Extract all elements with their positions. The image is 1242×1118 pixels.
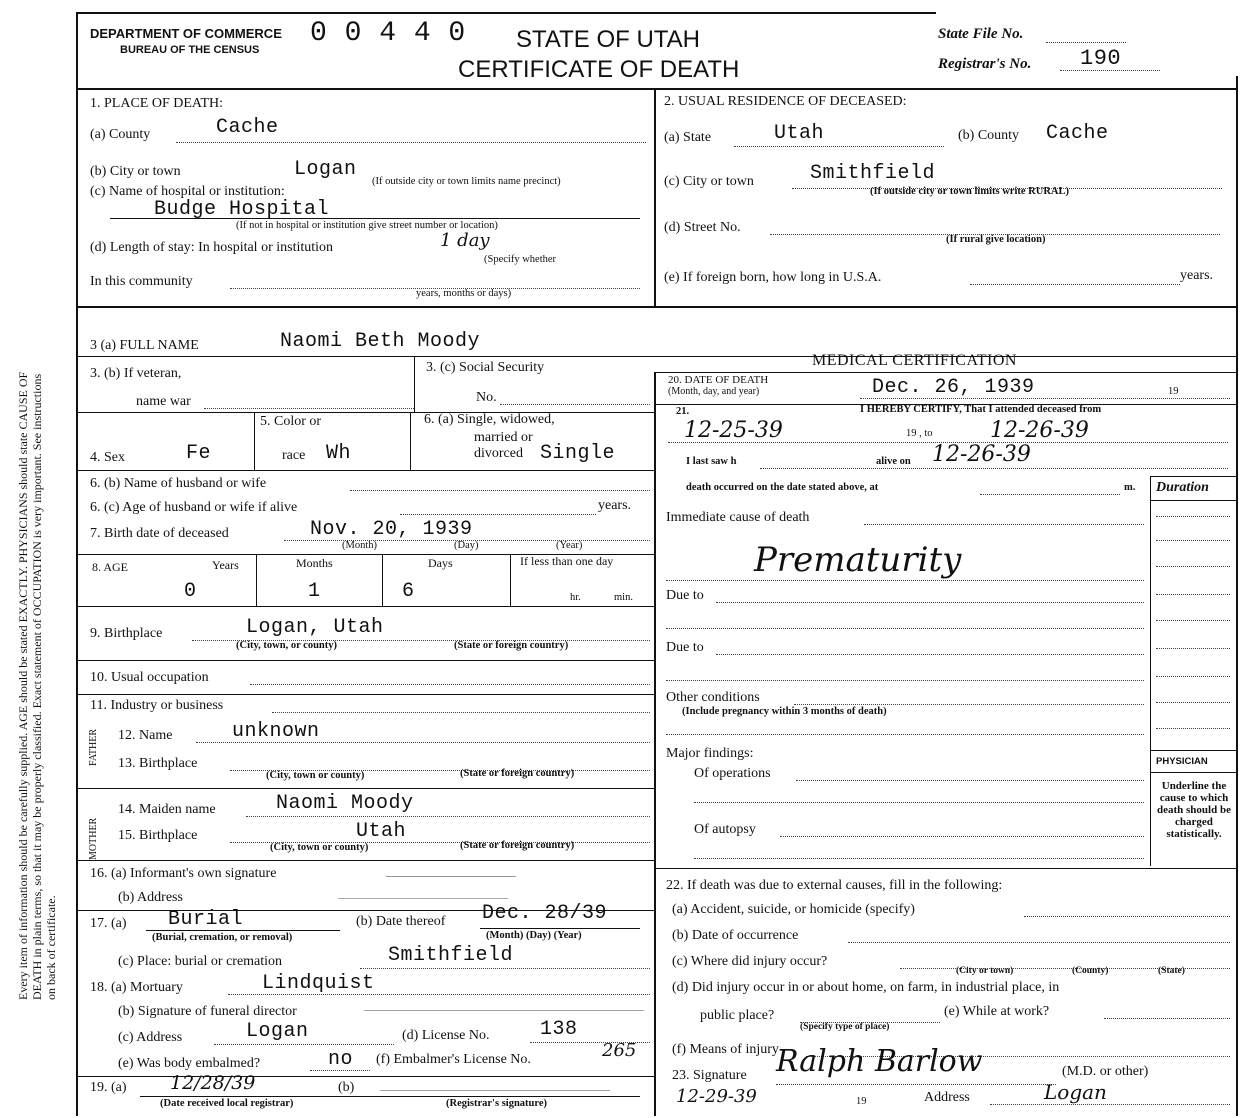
res-city-label: (c) City or town	[664, 174, 754, 189]
burial-date-value: Dec. 28/39	[482, 902, 608, 925]
funeral-director-signature	[364, 986, 648, 1011]
birth-date-label: 7. Birth date of deceased	[90, 526, 229, 541]
res-city-note: (If outside city or town limits write RURAL)	[870, 186, 1069, 197]
husband-years: years.	[598, 498, 632, 513]
mother-maiden-value: Naomi Moody	[276, 792, 414, 815]
mortuary-addr-value: Logan	[246, 1020, 309, 1043]
res-city-value: Smithfield	[810, 162, 936, 185]
registrar-date-note: (Date received local registrar)	[160, 1098, 294, 1109]
other-conditions-label: Other conditions	[666, 690, 760, 705]
res-street-note: (If rural give location)	[946, 234, 1046, 245]
age-months-label: Months	[296, 556, 333, 570]
sex-label: 4. Sex	[90, 450, 125, 465]
frame-top	[76, 12, 936, 14]
mother-side-label: MOTHER	[88, 817, 99, 860]
death-occurred-text: death occurred on the date stated above, at	[686, 482, 879, 493]
external-e: (e) While at work?	[944, 1004, 1050, 1019]
birth-month: (Month)	[342, 540, 377, 551]
burial-place-value: Smithfield	[388, 944, 514, 967]
major-findings-label: Major findings:	[666, 746, 754, 761]
sex-value: Fe	[186, 442, 212, 465]
birthplace-city-note: (City, town, or county)	[236, 640, 338, 651]
mother-maiden-label: 14. Maiden name	[118, 802, 216, 817]
signature-address-value: Logan	[1044, 1080, 1107, 1104]
res-state-label: (a) State	[664, 130, 712, 145]
veteran-label: 3. (b) If veteran,	[90, 366, 182, 381]
marital-value: Single	[540, 442, 616, 465]
residence-heading: 2. USUAL RESIDENCE OF DECEASED:	[664, 94, 907, 109]
registrar-label: 19. (a)	[90, 1080, 127, 1095]
birthplace-label: 9. Birthplace	[90, 626, 163, 641]
age-hr: hr.	[570, 592, 581, 603]
full-name-value: Naomi Beth Moody	[280, 330, 481, 353]
birthplace-state-note: (State or foreign country)	[454, 640, 569, 651]
bureau-text: BUREAU OF THE CENSUS	[120, 44, 260, 56]
ss-no-label: No.	[476, 390, 497, 405]
hospital-note2: (If not in hospital or institution give street number or location)	[236, 220, 498, 231]
age-lt-day: If less than one day	[520, 554, 614, 568]
father-bp-label: 13. Birthplace	[118, 756, 198, 771]
md-other-label: (M.D. or other)	[1062, 1064, 1149, 1079]
age-months-value: 1	[308, 580, 321, 603]
immediate-cause-label: Immediate cause of death	[666, 510, 810, 525]
stay-value: 1 day	[440, 230, 490, 251]
frame-left	[76, 12, 78, 1116]
state-title: STATE OF UTAH	[516, 26, 700, 53]
father-name-label: 12. Name	[118, 728, 173, 743]
husband-label: 6. (b) Name of husband or wife	[90, 476, 267, 491]
registrar-signature	[380, 1066, 614, 1091]
other-conditions-note: (Include pregnancy within 3 months of death)	[682, 706, 887, 717]
burial-mdy: (Month) (Day) (Year)	[486, 930, 582, 941]
due-to-label-1: Due to	[666, 588, 704, 603]
registrar-date-value: 12/28/39	[170, 1072, 256, 1094]
serial-number: 0 0 4 4 0	[310, 18, 466, 49]
res-state-value: Utah	[774, 122, 825, 145]
side-note-line2: DEATH in plain terms, so that it may be properly classified. Exact statement of OCCUPATION is very important. See instructions	[30, 373, 44, 1000]
signature-date-value: 12-29-39	[676, 1086, 757, 1107]
res-years: years.	[1180, 268, 1214, 283]
alive-on-value: 12-26-39	[932, 442, 1031, 467]
stay-specify: (Specify whether	[484, 254, 557, 265]
certify-text: I HEREBY CERTIFY, That I attended deceased from	[860, 404, 1102, 415]
dod-label: 20. DATE OF DEATH	[668, 374, 769, 386]
hospital-note: (If outside city or town limits name precinct)	[372, 176, 561, 187]
informant-sig-label: 16. (a) Informant's own signature	[90, 866, 277, 881]
side-note-line1: Every item of information should be carefully supplied. AGE should be stated EXACTLY. PHYSICIANS should state CAUSE OF	[16, 371, 30, 1000]
birth-date-value: Nov. 20, 1939	[310, 518, 473, 541]
state-file-label: State File No.	[938, 26, 1024, 42]
mortuary-value: Lindquist	[262, 972, 375, 995]
underline-note: Underline the cause to which death should be charged statistically.	[1157, 780, 1231, 840]
informant-address	[338, 876, 512, 899]
stay-label: (d) Length of stay: In hospital or institution	[90, 240, 334, 255]
race-label: race	[282, 448, 306, 463]
last-saw-label: I last saw h	[686, 456, 737, 467]
death-m: m.	[1124, 482, 1136, 493]
duration-label: Duration	[1156, 480, 1209, 495]
attended-to-value: 12-26-39	[990, 418, 1089, 443]
father-state-note: (State or foreign country)	[460, 768, 575, 779]
immediate-cause-value: Prematurity	[754, 540, 962, 580]
external-c: (c) Where did injury occur?	[672, 954, 828, 969]
registrar-no-value: 190	[1080, 46, 1122, 71]
external-state: (State)	[1158, 966, 1185, 976]
external-heading: 22. If death was due to external causes, fill in the following:	[666, 878, 1003, 893]
mother-bp-value: Utah	[356, 820, 407, 843]
dept-text: DEPARTMENT OF COMMERCE	[90, 26, 282, 41]
attended-to-label: 19 , to	[906, 428, 933, 439]
dod-value: Dec. 26, 1939	[872, 376, 1035, 399]
burial-value: Burial	[168, 908, 244, 931]
father-city-note: (City, town or county)	[266, 770, 365, 781]
res-county-value: Cache	[1046, 122, 1109, 145]
place-city-value: Logan	[294, 158, 357, 181]
top-section-bottom	[76, 306, 1236, 308]
embalmer-license-label: (f) Embalmer's License No.	[376, 1052, 531, 1067]
embalmed-value: no	[328, 1048, 354, 1071]
name-war-label: name war	[136, 394, 191, 409]
mortuary-addr-label: (c) Address	[118, 1030, 183, 1045]
of-autopsy-label: Of autopsy	[694, 822, 756, 837]
physician-label: PHYSICIAN	[1156, 756, 1208, 767]
age-days-label: Days	[428, 556, 453, 570]
father-name-value: unknown	[232, 720, 320, 743]
place-county-label: (a) County	[90, 127, 151, 142]
informant-signature	[386, 852, 520, 877]
dod-19: 19	[1168, 386, 1179, 397]
physician-signature: Ralph Barlow	[776, 1044, 983, 1079]
place-heading: 1. PLACE OF DEATH:	[90, 96, 224, 111]
external-b: (b) Date of occurrence	[672, 928, 799, 943]
signature-label: 23. Signature	[672, 1068, 747, 1083]
age-years-label: Years	[212, 558, 239, 572]
hospital-value: Budge Hospital	[154, 198, 330, 221]
birthplace-value: Logan, Utah	[246, 616, 384, 639]
burial-place-label: (c) Place: burial or cremation	[118, 954, 283, 969]
res-foreign-label: (e) If foreign born, how long in U.S.A.	[664, 270, 882, 285]
age-min: min.	[614, 592, 633, 603]
father-side-label: FATHER	[88, 728, 99, 766]
alive-on-label: alive on	[876, 456, 911, 467]
external-a: (a) Accident, suicide, or homicide (specify)	[672, 902, 915, 917]
ss-label: 3. (c) Social Security	[426, 360, 545, 375]
external-specify: (Specify type of place)	[800, 1022, 890, 1032]
top-divider	[654, 88, 656, 306]
funeral-sig-label: (b) Signature of funeral director	[118, 1004, 297, 1019]
res-county-label: (b) County	[958, 128, 1020, 143]
color-label: 5. Color or	[260, 414, 322, 429]
frame-right	[1236, 76, 1238, 1116]
hospital-label: (c) Name of hospital or institution:	[90, 184, 285, 199]
marital-label2: married or	[474, 430, 533, 445]
usual-occupation-label: 10. Usual occupation	[90, 670, 209, 685]
mother-city-note: (City, town or county)	[270, 842, 369, 853]
dod-note: (Month, day, and year)	[668, 386, 760, 397]
registrar-sig-note: (Registrar's signature)	[446, 1098, 547, 1109]
place-city-label: (b) City or town	[90, 164, 181, 179]
attended-from-value: 12-25-39	[684, 418, 783, 443]
age-days-value: 6	[402, 580, 415, 603]
age-label: 8. AGE	[92, 560, 128, 574]
birth-day: (Day)	[454, 540, 479, 551]
registrar-b: (b)	[338, 1080, 355, 1095]
signature-19: 19	[856, 1096, 867, 1107]
signature-address-label: Address	[924, 1090, 970, 1105]
ymd-note: years, months or days)	[416, 288, 512, 299]
marital-label3: divorced	[474, 446, 523, 461]
embalmer-license-value: 265	[602, 1040, 637, 1061]
lower-divider	[654, 372, 656, 1116]
license-value: 138	[540, 1018, 578, 1041]
informant-addr-label: (b) Address	[118, 890, 183, 905]
birth-year: (Year)	[556, 540, 583, 551]
license-label: (d) License No.	[402, 1028, 490, 1043]
age-years-value: 0	[184, 580, 197, 603]
burial-label: 17. (a)	[90, 916, 127, 931]
community-label: In this community	[90, 274, 193, 289]
embalmed-label: (e) Was body embalmed?	[118, 1056, 261, 1071]
industry-label: 11. Industry or business	[90, 698, 224, 713]
due-to-label-2: Due to	[666, 640, 704, 655]
medical-heading: MEDICAL CERTIFICATION	[812, 352, 1017, 369]
full-name-label: 3 (a) FULL NAME	[90, 338, 199, 353]
side-note-line3: on back of certificate.	[44, 895, 58, 1000]
mother-bp-label: 15. Birthplace	[118, 828, 198, 843]
of-operations-label: Of operations	[694, 766, 771, 781]
external-f: (f) Means of injury	[672, 1042, 779, 1057]
res-street-label: (d) Street No.	[664, 220, 741, 235]
husband-age-label: 6. (c) Age of husband or wife if alive	[90, 500, 298, 515]
burial-date-label: (b) Date thereof	[356, 914, 446, 929]
external-city: (City or town)	[956, 966, 1014, 976]
certify-number: 21.	[676, 406, 690, 417]
external-d: (d) Did injury occur in or about home, on farm, in industrial place, in	[672, 980, 1060, 995]
registrar-no-label: Registrar's No.	[938, 56, 1032, 72]
external-public: public place?	[700, 1008, 775, 1023]
burial-note: (Burial, cremation, or removal)	[152, 932, 293, 943]
mother-state-note: (State or foreign country)	[460, 840, 575, 851]
external-county: (County)	[1072, 966, 1109, 976]
place-county-value: Cache	[216, 116, 279, 139]
certificate-title: CERTIFICATE OF DEATH	[458, 56, 740, 83]
race-value: Wh	[326, 442, 352, 465]
mortuary-label: 18. (a) Mortuary	[90, 980, 183, 995]
marital-label1: 6. (a) Single, widowed,	[424, 412, 555, 427]
header-bottom	[76, 88, 1236, 90]
